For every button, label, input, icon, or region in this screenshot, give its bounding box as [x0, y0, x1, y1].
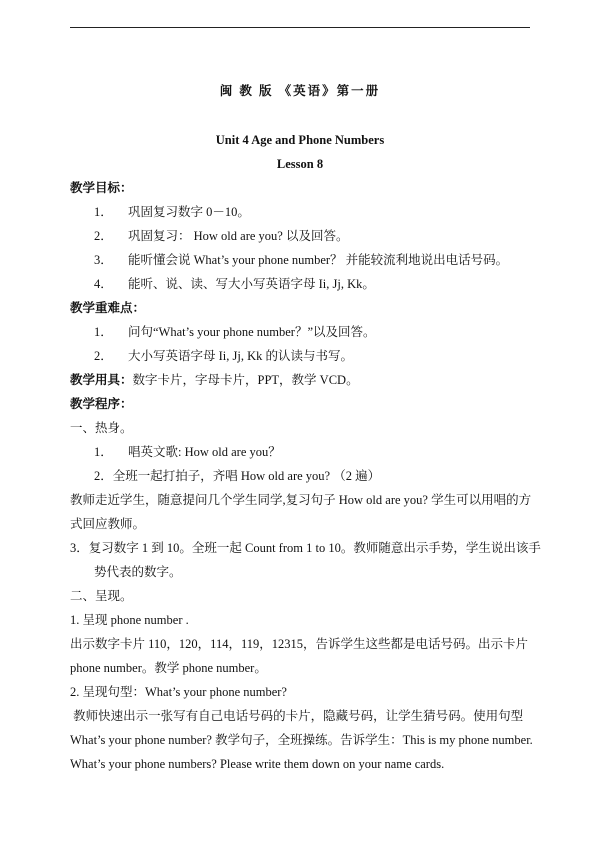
presentation-step: 2. 呈现句型：What’s your phone number?	[70, 685, 287, 699]
objective-number: 3．	[94, 253, 113, 267]
key-point-text: 大小写英语字母 Ii, Jj, Kk 的认读与书写。	[128, 349, 354, 363]
header-rule	[70, 27, 530, 28]
objective-text: 巩固复习数字 0－10。	[128, 205, 250, 219]
warmup-step: 3．复习数字 1 到 10。全班一起 Count from 1 to 10。教师随意出示手势，学生说出该手	[70, 541, 541, 555]
objective-number: 1．	[94, 205, 113, 219]
objectives-heading: 教学目标：	[70, 181, 133, 195]
book-title: 闽 教 版 《英语》第一册	[219, 84, 381, 98]
objective-number: 2．	[94, 229, 113, 243]
key-point-text: 问句“What’s your phone number？”以及回答。	[128, 325, 376, 339]
objective-item	[94, 228, 348, 244]
key-point-number: 1．	[94, 325, 113, 339]
key-points-heading: 教学重难点：	[70, 301, 146, 315]
lesson-title: Lesson 8	[276, 157, 324, 171]
key-point-item	[94, 348, 353, 364]
warmup-step-continued: 势代表的数字。	[94, 565, 182, 579]
presentation-paragraph-continued: What’s your phone numbers? Please write them down on your name cards.	[70, 757, 445, 771]
unit-title: Unit 4 Age and Phone Numbers	[215, 133, 385, 147]
materials-text: 数字卡片，字母卡片，PPT，教学 VCD。	[132, 373, 359, 387]
objective-text: 能听懂会说 What’s your phone number？ 并能较流利地说出电话号码。	[128, 253, 509, 267]
warmup-paragraph: 教师走近学生，随意提问几个学生同学,复习句子 How old are you? 学生可以用唱的方	[70, 493, 532, 507]
presentation-paragraph-continued: phone number。教学 phone number。	[70, 661, 267, 675]
materials-line	[70, 372, 359, 388]
objective-item	[94, 204, 250, 220]
key-point-item	[94, 324, 376, 340]
warmup-step-text: 唱英文歌: How old are you？	[128, 445, 281, 459]
key-point-number: 2．	[94, 349, 113, 363]
objective-text: 能听、说、读、写大小写英语字母 Ii, Jj, Kk。	[128, 277, 375, 291]
procedure-heading: 教学程序：	[70, 397, 133, 411]
warmup-step-number: 1．	[94, 445, 113, 459]
presentation-heading: 二、呈现。	[70, 589, 133, 603]
warmup-paragraph-continued: 式回应教师。	[70, 517, 146, 531]
warmup-step: 2．全班一起打拍子，齐唱 How old are you? （2 遍）	[94, 469, 381, 483]
objective-text: 巩固复习： How old are you? 以及回答。	[128, 229, 349, 243]
materials-heading: 教学用具：	[70, 373, 133, 387]
presentation-paragraph: 教师快速出示一张写有自己电话号码的卡片，隐藏号码，让学生猜号码。使用句型	[70, 709, 524, 723]
presentation-paragraph: 出示数字卡片 110，120，114，119，12315，告诉学生这些都是电话号码。出示卡片	[70, 637, 528, 651]
objective-number: 4．	[94, 277, 113, 291]
warmup-heading: 一、热身。	[70, 421, 133, 435]
presentation-step: 1. 呈现 phone number .	[70, 613, 189, 627]
presentation-paragraph-continued: What’s your phone number? 教学句子，全班操练。告诉学生：This is my phone number.	[70, 733, 533, 747]
objective-item	[94, 276, 375, 292]
objective-item	[94, 252, 508, 268]
warmup-step	[94, 444, 281, 460]
